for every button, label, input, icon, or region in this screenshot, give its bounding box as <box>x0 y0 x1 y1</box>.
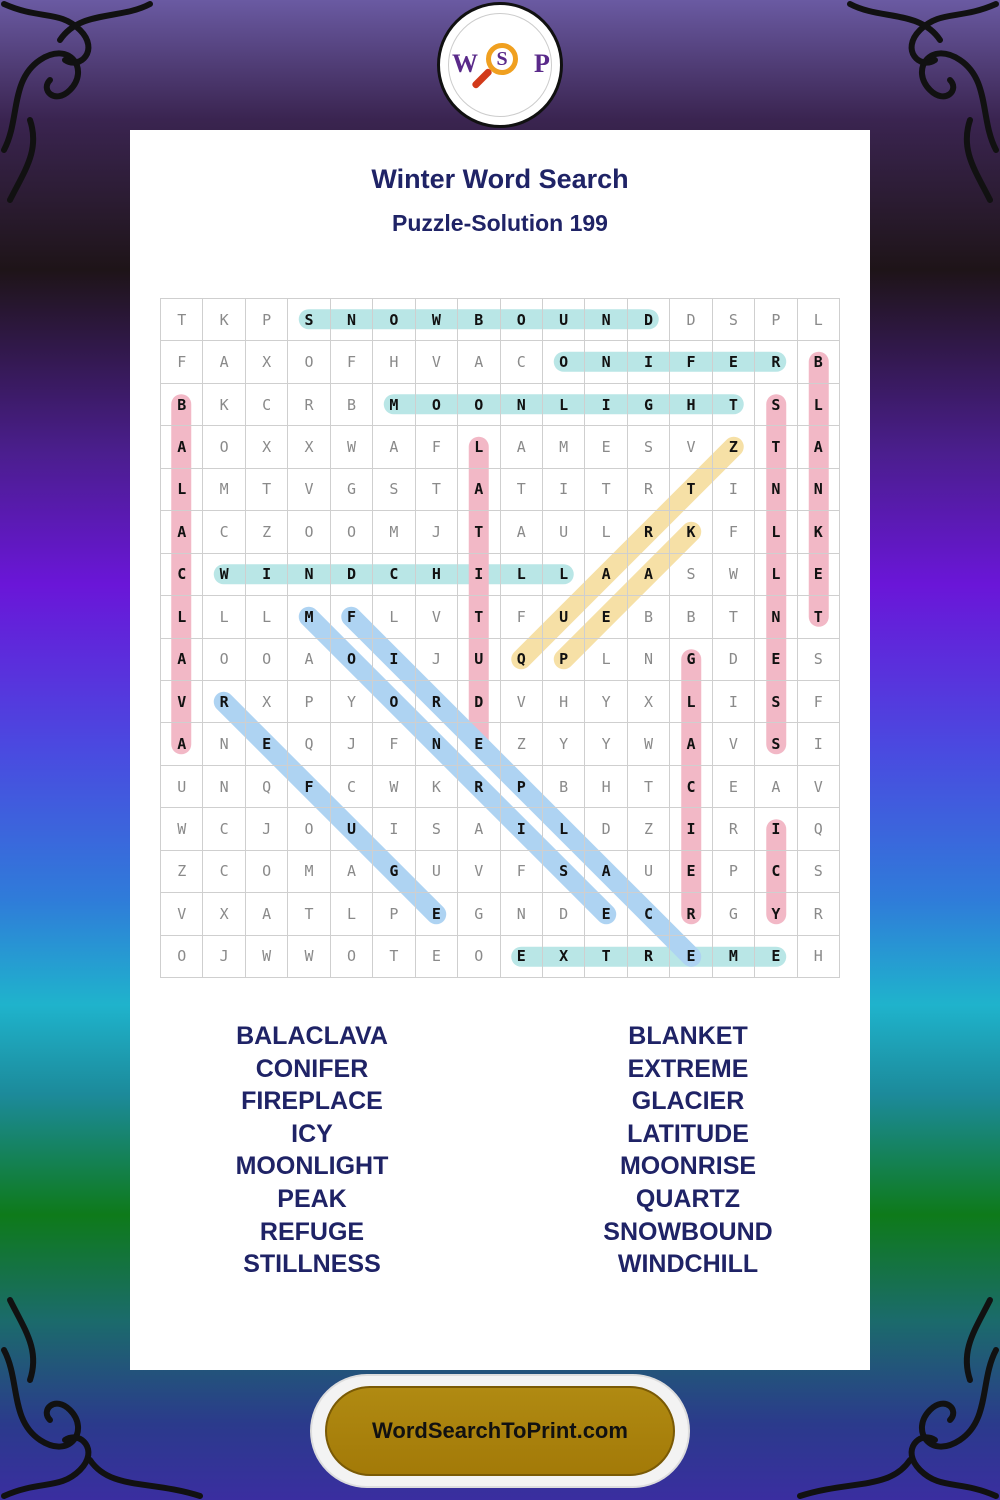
grid-cell: F <box>331 596 373 638</box>
grid-cell: F <box>501 596 543 638</box>
grid-cell: U <box>161 766 203 808</box>
grid-cell: I <box>373 639 415 681</box>
grid-cell: O <box>458 384 500 426</box>
grid-cell: V <box>161 681 203 723</box>
grid-cell: U <box>543 596 585 638</box>
grid-cell: O <box>331 639 373 681</box>
grid-cell: N <box>628 639 670 681</box>
grid-cell: H <box>543 681 585 723</box>
grid-cell: Y <box>331 681 373 723</box>
grid-cell: X <box>628 681 670 723</box>
grid-cell: S <box>798 851 840 893</box>
grid-cell: W <box>628 723 670 765</box>
grid-cell: E <box>670 936 712 978</box>
grid-cell: V <box>416 596 458 638</box>
grid-cell: O <box>501 299 543 341</box>
grid-cell: L <box>585 511 627 553</box>
grid-cell: F <box>713 511 755 553</box>
grid-cell: L <box>543 554 585 596</box>
grid-cell: N <box>585 299 627 341</box>
grid-cell: W <box>161 808 203 850</box>
grid-cell: A <box>501 426 543 468</box>
grid-cell: D <box>670 299 712 341</box>
word-list-item: SNOWBOUND <box>603 1217 773 1246</box>
grid-cell: E <box>713 341 755 383</box>
word-list-item: BALACLAVA <box>236 1022 388 1050</box>
grid-cell: U <box>416 851 458 893</box>
grid-cell: U <box>458 639 500 681</box>
grid-cell: L <box>755 554 797 596</box>
grid-cell: I <box>585 384 627 426</box>
grid-cell: I <box>246 554 288 596</box>
grid-cell: O <box>203 639 245 681</box>
grid-cell: M <box>203 469 245 511</box>
grid-cell: R <box>628 511 670 553</box>
grid-cell: L <box>458 426 500 468</box>
grid-cell: W <box>713 554 755 596</box>
grid-cell: A <box>161 426 203 468</box>
grid-cell: G <box>628 384 670 426</box>
grid-cell: W <box>288 936 330 978</box>
grid-cell: O <box>373 299 415 341</box>
grid-cell: I <box>628 341 670 383</box>
grid-cell: W <box>331 426 373 468</box>
grid-cell: G <box>458 893 500 935</box>
grid-cell: D <box>585 808 627 850</box>
grid-cell: V <box>670 426 712 468</box>
grid-cell: N <box>501 893 543 935</box>
grid-cell: L <box>331 893 373 935</box>
grid-cell: R <box>203 681 245 723</box>
grid-cell: B <box>798 341 840 383</box>
grid-cell: S <box>755 681 797 723</box>
grid-cell: W <box>416 299 458 341</box>
grid-cell: K <box>203 384 245 426</box>
grid-cell: H <box>798 936 840 978</box>
grid-cell: I <box>755 808 797 850</box>
grid-cell: Z <box>161 851 203 893</box>
grid-cell: Z <box>628 808 670 850</box>
grid-cell: N <box>288 554 330 596</box>
grid-cell: S <box>543 851 585 893</box>
grid-cell: M <box>373 384 415 426</box>
grid-cell: N <box>203 723 245 765</box>
grid-cell: R <box>288 384 330 426</box>
grid-cell: P <box>501 766 543 808</box>
grid-cell: S <box>713 299 755 341</box>
grid-cell: F <box>373 723 415 765</box>
word-list-item: ICY <box>291 1119 333 1148</box>
grid-cell: L <box>161 596 203 638</box>
grid-cell: C <box>373 554 415 596</box>
grid-cell: T <box>628 766 670 808</box>
grid-cell: L <box>798 384 840 426</box>
grid-cell: N <box>501 384 543 426</box>
grid-cell: S <box>798 639 840 681</box>
grid-cell: C <box>161 554 203 596</box>
grid-cell: A <box>458 341 500 383</box>
word-list-item: EXTREME <box>627 1054 749 1083</box>
letter-grid <box>160 298 840 978</box>
grid-cell: P <box>288 681 330 723</box>
grid-cell: E <box>416 893 458 935</box>
grid-cell: C <box>203 851 245 893</box>
grid-cell: A <box>331 851 373 893</box>
grid-cell: N <box>755 596 797 638</box>
grid-cell: E <box>755 936 797 978</box>
grid-cell: A <box>670 723 712 765</box>
grid-cell: R <box>416 681 458 723</box>
grid-cell: A <box>458 808 500 850</box>
grid-cell: A <box>161 511 203 553</box>
grid-cell: D <box>628 299 670 341</box>
grid-cell: Y <box>755 893 797 935</box>
word-list-item: LATITUDE <box>627 1119 749 1148</box>
grid-cell: T <box>373 936 415 978</box>
grid-cell: E <box>755 639 797 681</box>
grid-cell: F <box>501 851 543 893</box>
grid-cell: R <box>713 808 755 850</box>
grid-cell: F <box>798 681 840 723</box>
grid-cell: N <box>755 469 797 511</box>
grid-cell: E <box>246 723 288 765</box>
word-list-item: WINDCHILL <box>617 1250 759 1279</box>
grid-cell: O <box>203 426 245 468</box>
grid-cell: V <box>798 766 840 808</box>
grid-cell: Q <box>288 723 330 765</box>
grid-cell: Q <box>246 766 288 808</box>
grid-cell: T <box>713 384 755 426</box>
word-list-item: PEAK <box>277 1184 347 1213</box>
grid-cell: T <box>713 596 755 638</box>
grid-cell: L <box>585 639 627 681</box>
grid-cell: R <box>458 766 500 808</box>
grid-cell: O <box>288 511 330 553</box>
grid-cell: U <box>543 511 585 553</box>
grid-cell: K <box>798 511 840 553</box>
grid-cell: C <box>755 851 797 893</box>
grid-cell: O <box>543 341 585 383</box>
grid-cell: L <box>246 596 288 638</box>
grid-cell: I <box>458 554 500 596</box>
grid-cell: B <box>628 596 670 638</box>
grid-cell: T <box>246 469 288 511</box>
grid-cell: T <box>161 299 203 341</box>
grid-cell: N <box>798 469 840 511</box>
word-list-item: BLANKET <box>628 1022 748 1050</box>
grid-cell: A <box>755 766 797 808</box>
logo-letter-s: S <box>496 48 508 70</box>
grid-cell: C <box>203 511 245 553</box>
grid-cell: F <box>288 766 330 808</box>
grid-cell: H <box>373 341 415 383</box>
grid-cell: E <box>585 426 627 468</box>
grid-cell: E <box>798 554 840 596</box>
grid-cell: H <box>416 554 458 596</box>
grid-cell: B <box>458 299 500 341</box>
grid-cell: L <box>373 596 415 638</box>
grid-cell: A <box>585 554 627 596</box>
grid-cell: I <box>543 469 585 511</box>
grid-cell: H <box>670 384 712 426</box>
grid-cell: A <box>585 851 627 893</box>
word-list-right <box>528 1020 848 1281</box>
puzzle-subtitle: Puzzle-Solution 199 <box>392 210 608 236</box>
grid-cell: O <box>331 936 373 978</box>
grid-cell: C <box>670 766 712 808</box>
grid-cell: N <box>585 341 627 383</box>
grid-cell: D <box>543 893 585 935</box>
grid-cell: G <box>373 851 415 893</box>
grid-cell: J <box>416 511 458 553</box>
puzzle-title: Winter Word Search <box>371 164 629 194</box>
grid-cell: X <box>246 341 288 383</box>
grid-cell: F <box>331 341 373 383</box>
grid-cell: A <box>628 554 670 596</box>
grid-cell: M <box>288 596 330 638</box>
grid-cell: B <box>670 596 712 638</box>
word-list-item: CONIFER <box>255 1054 369 1083</box>
word-list-item: MOONRISE <box>619 1152 757 1181</box>
grid-cell: T <box>755 426 797 468</box>
grid-cell: C <box>628 893 670 935</box>
grid-cell: E <box>458 723 500 765</box>
grid-cell: A <box>161 723 203 765</box>
grid-cell: X <box>246 426 288 468</box>
grid-cell: E <box>585 596 627 638</box>
grid-cell: E <box>670 851 712 893</box>
grid-cell: A <box>501 511 543 553</box>
grid-cell: A <box>161 639 203 681</box>
grid-cell: A <box>373 426 415 468</box>
grid-cell: A <box>203 341 245 383</box>
grid-cell: M <box>713 936 755 978</box>
grid-cell: B <box>331 384 373 426</box>
grid-cell: Y <box>585 723 627 765</box>
grid-cell: H <box>585 766 627 808</box>
grid-cell: T <box>501 469 543 511</box>
grid-cell: P <box>713 851 755 893</box>
grid-cell: E <box>416 936 458 978</box>
grid-cell: J <box>331 723 373 765</box>
grid-cell: R <box>670 893 712 935</box>
grid-cell: V <box>416 341 458 383</box>
grid-cell: I <box>373 808 415 850</box>
grid-cell: S <box>628 426 670 468</box>
grid-cell: L <box>670 681 712 723</box>
grid-cell: S <box>416 808 458 850</box>
grid-cell: O <box>373 681 415 723</box>
grid-cell: T <box>798 596 840 638</box>
grid-cell: O <box>331 511 373 553</box>
grid-cell: V <box>161 893 203 935</box>
grid-cell: Z <box>713 426 755 468</box>
grid-cell: A <box>246 893 288 935</box>
grid-cell: K <box>670 511 712 553</box>
grid-cell: J <box>416 639 458 681</box>
grid-cell: T <box>416 469 458 511</box>
grid-cell: S <box>373 469 415 511</box>
grid-cell: L <box>203 596 245 638</box>
word-list-item: MOONLIGHT <box>235 1152 389 1181</box>
grid-cell: I <box>713 469 755 511</box>
word-list-item: REFUGE <box>259 1217 365 1246</box>
logo-letter-p: P <box>534 49 550 78</box>
grid-cell: M <box>288 851 330 893</box>
grid-cell: U <box>331 808 373 850</box>
wsp-logo <box>437 2 563 128</box>
grid-cell: T <box>458 596 500 638</box>
grid-cell: O <box>161 936 203 978</box>
grid-cell: L <box>543 808 585 850</box>
word-list-item: STILLNESS <box>243 1250 381 1279</box>
grid-cell: A <box>798 426 840 468</box>
grid-cell: Y <box>585 681 627 723</box>
grid-cell: V <box>458 851 500 893</box>
grid-cell: C <box>501 341 543 383</box>
grid-cell: T <box>670 469 712 511</box>
grid-cell: R <box>755 341 797 383</box>
word-list-left <box>152 1020 472 1281</box>
grid-cell: F <box>416 426 458 468</box>
grid-cell: O <box>288 341 330 383</box>
grid-cell: O <box>458 936 500 978</box>
footer-link[interactable]: WordSearchToPrint.com <box>325 1386 675 1476</box>
grid-cell: X <box>288 426 330 468</box>
grid-cell: L <box>755 511 797 553</box>
grid-cell: C <box>331 766 373 808</box>
grid-cell: P <box>373 893 415 935</box>
grid-cell: U <box>628 851 670 893</box>
grid-cell: N <box>331 299 373 341</box>
grid-cell: L <box>161 469 203 511</box>
grid-cell: Y <box>543 723 585 765</box>
grid-cell: E <box>713 766 755 808</box>
grid-cell: Q <box>798 808 840 850</box>
grid-cell: B <box>161 384 203 426</box>
grid-cell: O <box>246 639 288 681</box>
grid-cell: P <box>543 639 585 681</box>
grid-cell: Z <box>501 723 543 765</box>
grid-cell: C <box>203 808 245 850</box>
grid-cell: N <box>416 723 458 765</box>
grid-cell: C <box>246 384 288 426</box>
grid-cell: G <box>713 893 755 935</box>
grid-cell: W <box>203 554 245 596</box>
grid-cell: X <box>246 681 288 723</box>
grid-cell: L <box>543 384 585 426</box>
grid-cell: F <box>670 341 712 383</box>
grid-cell: J <box>246 808 288 850</box>
grid-cell: S <box>755 723 797 765</box>
grid-cell: X <box>543 936 585 978</box>
grid-cell: T <box>585 936 627 978</box>
grid-cell: V <box>288 469 330 511</box>
grid-cell: A <box>458 469 500 511</box>
grid-cell: W <box>373 766 415 808</box>
grid-cell: R <box>628 936 670 978</box>
grid-cell: S <box>755 384 797 426</box>
grid-cell: M <box>543 426 585 468</box>
grid-cell: L <box>501 554 543 596</box>
grid-cell: K <box>416 766 458 808</box>
word-list-item: QUARTZ <box>635 1184 741 1213</box>
grid-cell: I <box>713 681 755 723</box>
grid-cell: E <box>585 893 627 935</box>
grid-cell: L <box>798 299 840 341</box>
grid-cell: O <box>246 851 288 893</box>
grid-cell: E <box>501 936 543 978</box>
grid-cell: V <box>501 681 543 723</box>
grid-cell: R <box>798 893 840 935</box>
grid-cell: U <box>543 299 585 341</box>
grid-cell: I <box>670 808 712 850</box>
grid-cell: O <box>416 384 458 426</box>
grid-cell: N <box>203 766 245 808</box>
grid-cell: Q <box>501 639 543 681</box>
grid-cell: T <box>458 511 500 553</box>
grid-cell: D <box>458 681 500 723</box>
grid-cell: S <box>670 554 712 596</box>
grid-cell: T <box>585 469 627 511</box>
grid-cell: D <box>713 639 755 681</box>
logo-letter-w: W <box>452 49 478 78</box>
word-list-item: GLACIER <box>631 1087 745 1116</box>
grid-cell: W <box>246 936 288 978</box>
grid-cell: T <box>288 893 330 935</box>
grid-cell: P <box>755 299 797 341</box>
grid-cell: J <box>203 936 245 978</box>
grid-cell: B <box>543 766 585 808</box>
grid-cell: K <box>203 299 245 341</box>
grid-cell: F <box>161 341 203 383</box>
grid-cell: D <box>331 554 373 596</box>
grid-cell: Z <box>246 511 288 553</box>
grid-cell: X <box>203 893 245 935</box>
grid-cell: O <box>288 808 330 850</box>
grid-cell: M <box>373 511 415 553</box>
grid-cell: P <box>246 299 288 341</box>
grid-cell: R <box>628 469 670 511</box>
word-list-item: FIREPLACE <box>241 1087 383 1116</box>
grid-cell: I <box>501 808 543 850</box>
grid-cell: A <box>288 639 330 681</box>
grid-cell: G <box>331 469 373 511</box>
grid-cell: I <box>798 723 840 765</box>
grid-cell: V <box>713 723 755 765</box>
grid-cell: S <box>288 299 330 341</box>
grid-cell: G <box>670 639 712 681</box>
